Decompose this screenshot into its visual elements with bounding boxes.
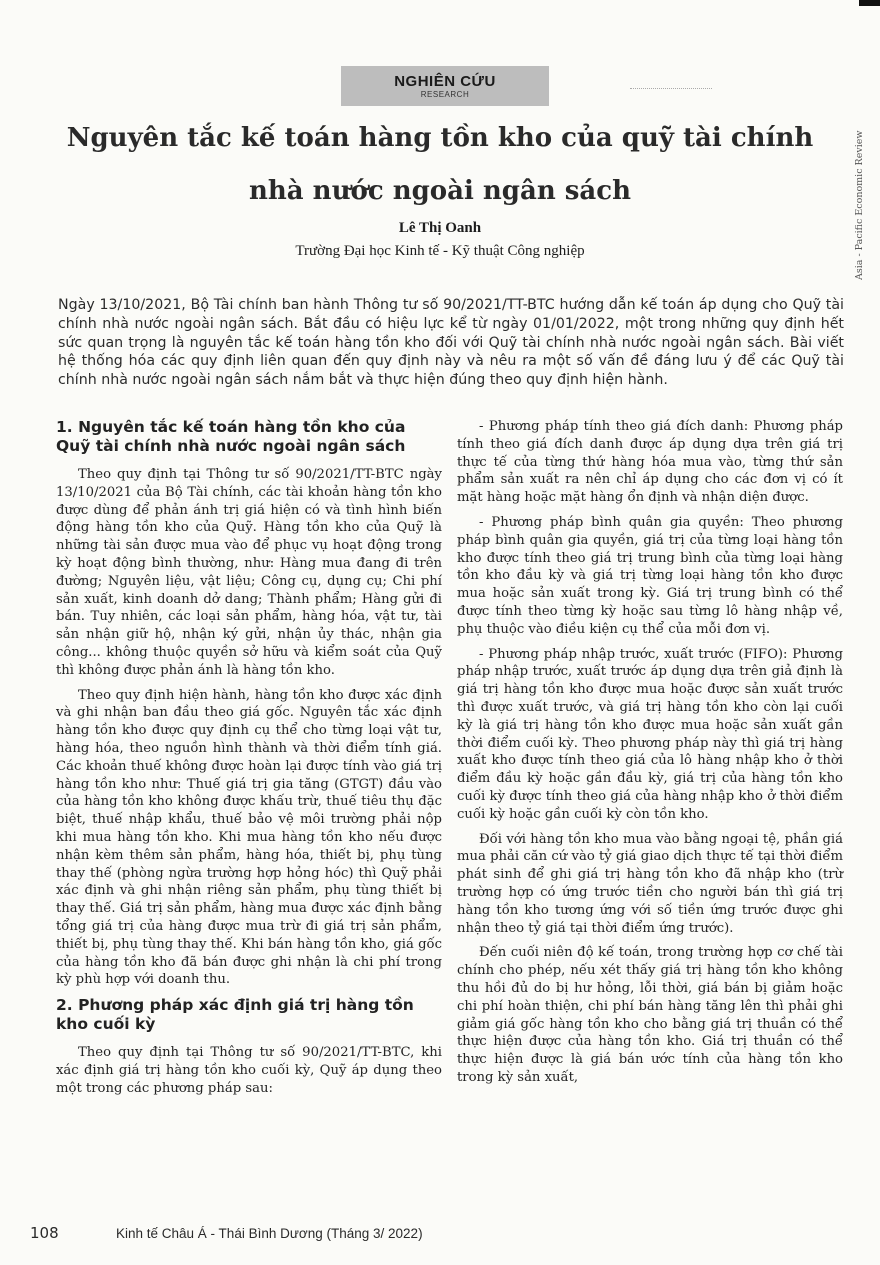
author-name: Lê Thị Oanh (398, 220, 482, 236)
right-column (457, 418, 843, 1094)
page-number: 108 (30, 1224, 59, 1242)
article-title: Nguyên tắc kế toán hàng tồn kho của quỹ tài chính nhà nước ngoài ngân sách (66, 123, 814, 206)
paragraph: - Phương pháp nhập trước, xuất trước (FIFO): Phương pháp nhập trước, xuất trước áp dụng dựa trên giả định là giá trị hàng tồn kho được mua hoặc được sản xuất trước thì được xuất trước, và giá trị hàng tồn kho còn lại cuối kỳ là giá trị hàng tồn kho được mua hoặc sản xuất gần thời điểm cuối kỳ. Theo phương pháp này thì giá trị hàng xuất kho được tính theo giá của lô hàng nhập kho ở thời điểm đầu kỳ hoặc gần đầu kỳ, giá trị của hàng tồn kho cuối kỳ được tính theo giá của hàng nhập kho ở thời điểm cuối kỳ hoặc gần cuối kỳ còn tồn kho. (457, 646, 843, 822)
paragraph: Đến cuối niên độ kế toán, trong trường hợp cơ chế tài chính cho phép, nếu xét thấy giá trị hàng tồn kho không thu hồi đủ do bị hư hỏng, lỗi thời, giá bán bị giảm hoặc chi phí hoàn thiện, chi phí bán hàng tăng lên thì phải ghi giảm giá gốc hàng tồn kho cho bằng giá trị thuần có thể thực hiện được của hàng tồn kho. Giá trị thuần có thể thực hiện được là giá bán ước tính của hàng tồn kho trong kỳ sản xuất, (457, 945, 843, 1085)
paragraph: - Phương pháp tính theo giá đích danh: Phương pháp tính theo giá đích danh được áp dụng dựa trên giá trị thực tế của từng thứ hàng hóa mua vào, từng thứ sản phẩm sản xuất ra nên chỉ áp dụng cho các đơn vị có ít mặt hàng hoặc mặt hàng ổn định và nhận diện được. (457, 419, 843, 506)
paragraph: Đối với hàng tồn kho mua vào bằng ngoại tệ, phần giá mua phải căn cứ vào tỷ giá giao dịch thực tế tại thời điểm phát sinh để ghi giá trị hàng tồn kho đã nhập kho (trừ trường hợp có ứng trước tiền cho người bán thì giá trị hàng tồn kho tương ứng với số tiền ứng trước được ghi nhận theo tỷ giá tại thời điểm ứng trước). (457, 831, 843, 936)
corner-mark (859, 0, 880, 6)
section-heading-2: 2. Phương pháp xác định giá trị hàng tồn kho cuối kỳ (56, 996, 414, 1034)
section-tag (341, 66, 549, 106)
section-heading-1: 1. Nguyên tắc kế toán hàng tồn kho của Quỹ tài chính nhà nước ngoài ngân sách (56, 418, 406, 455)
page-footer (30, 1224, 850, 1244)
section-sub-label: RESEARCH (420, 90, 470, 99)
paragraph: - Phương pháp bình quân gia quyền: Theo phương pháp bình quân gia quyền, giá trị của từng loại hàng tồn kho được tính theo giá trị trung bình của từng loại hàng tồn kho đầu kỳ và giá trị từng loại hàng tồn kho được mua hoặc sản xuất trong kỳ. Giá trị trung bình có thể được tính theo từng kỳ hoặc sau từng lô hàng nhập về, phụ thuộc vào điều kiện cụ thể của mỗi đơn vị. (457, 514, 843, 637)
footer-journal: Kinh tế Châu Á - Thái Bình Dương (Tháng 3/ 2022) (116, 1226, 423, 1241)
side-journal-name: Asia - Pacific Economic Review (854, 130, 865, 280)
abstract: Ngày 13/10/2021, Bộ Tài chính ban hành Thông tư số 90/2021/TT-BTC hướng dẫn kế toán áp dụng cho Quỹ tài chính nhà nước ngoài ngân sách. Bắt đầu có hiệu lực kể từ ngày 01/01/2022, một trong những quy định hết sức quan trọng là nguyên tắc kế toán hàng tồn kho đối với Quỹ tài chính nhà nước ngoài ngân sách. Bài viết hệ thống hóa các quy định liên quan đến quy định này và nêu ra một số vấn đề đáng lưu ý để các Quỹ tài chính nhà nước ngoài ngân sách nắm bắt và thực hiện đúng theo quy định hiện hành. (58, 297, 844, 389)
paragraph: Theo quy định tại Thông tư số 90/2021/TT-BTC ngày 13/10/2021 của Bộ Tài chính, các tài khoản hàng tồn kho được dùng để phản ánh trị giá hiện có và tình hình biến động hàng tồn kho của Quỹ. Hàng tồn kho của Quỹ là những tài sản được mua vào để phục vụ hoạt động trong kỳ hoạt động bình thường, như: Hàng mua đang đi trên đường; Nguyên liệu, vật liệu; Công cụ, dụng cụ; Chi phí sản xuất, kinh doanh dở dang; Thành phẩm; Hàng gửi đi bán. Tuy nhiên, các loại sản phẩm, hàng hóa, vật tư, tài sản nhận giữ hộ, nhận ký gửi, nhận ủy thác, nhận gia công... không thuộc quyền sở hữu và kiểm soát của Quỹ thì không được phản ánh là hàng tồn kho. (56, 467, 442, 678)
author-affiliation: Trường Đại học Kinh tế - Kỹ thuật Công nghiệp (295, 243, 585, 259)
section-label: NGHIÊN CỨU (394, 73, 496, 90)
paragraph: Theo quy định hiện hành, hàng tồn kho được xác định và ghi nhận ban đầu theo giá gốc. Nguyên tắc xác định hàng tồn kho được quy định cụ thể cho từng loại vật tư, hàng hóa, theo nguồn hình thành và thời điểm tính giá. Các khoản thuế không được hoàn lại được tính vào giá trị hàng tồn kho như: Thuế giá trị gia tăng (GTGT) đầu vào của hàng tồn kho không được khấu trừ, thuế tiêu thụ đặc biệt, thuế nhập khẩu, thuế bảo vệ môi trường phải nộp khi mua hàng tồn kho. Khi mua hàng tồn kho nếu được nhận kèm thêm sản phẩm, hàng hóa, thiết bị, phụ tùng thay thế (phòng ngừa trường hợp hỏng hóc) thì Quỹ phải xác định và ghi nhận riêng sản phẩm, phụ tùng thiết bị thay thế. Giá trị sản phẩm, hàng mua được xác định bằng tổng giá trị của hàng được mua trừ đi giá trị sản phẩm, thiết bị, phụ tùng thay thế. Khi bán hàng tồn kho, giá gốc của hàng tồn kho đã bán được ghi nhận là chi phí trong kỳ phù hợp với doanh thu. (56, 687, 442, 988)
paragraph: Theo quy định tại Thông tư số 90/2021/TT-BTC, khi xác định giá trị hàng tồn kho cuối kỳ, Quỹ áp dụng theo một trong các phương pháp sau: (56, 1045, 442, 1096)
header-rule (630, 88, 712, 89)
left-column (56, 418, 442, 1105)
